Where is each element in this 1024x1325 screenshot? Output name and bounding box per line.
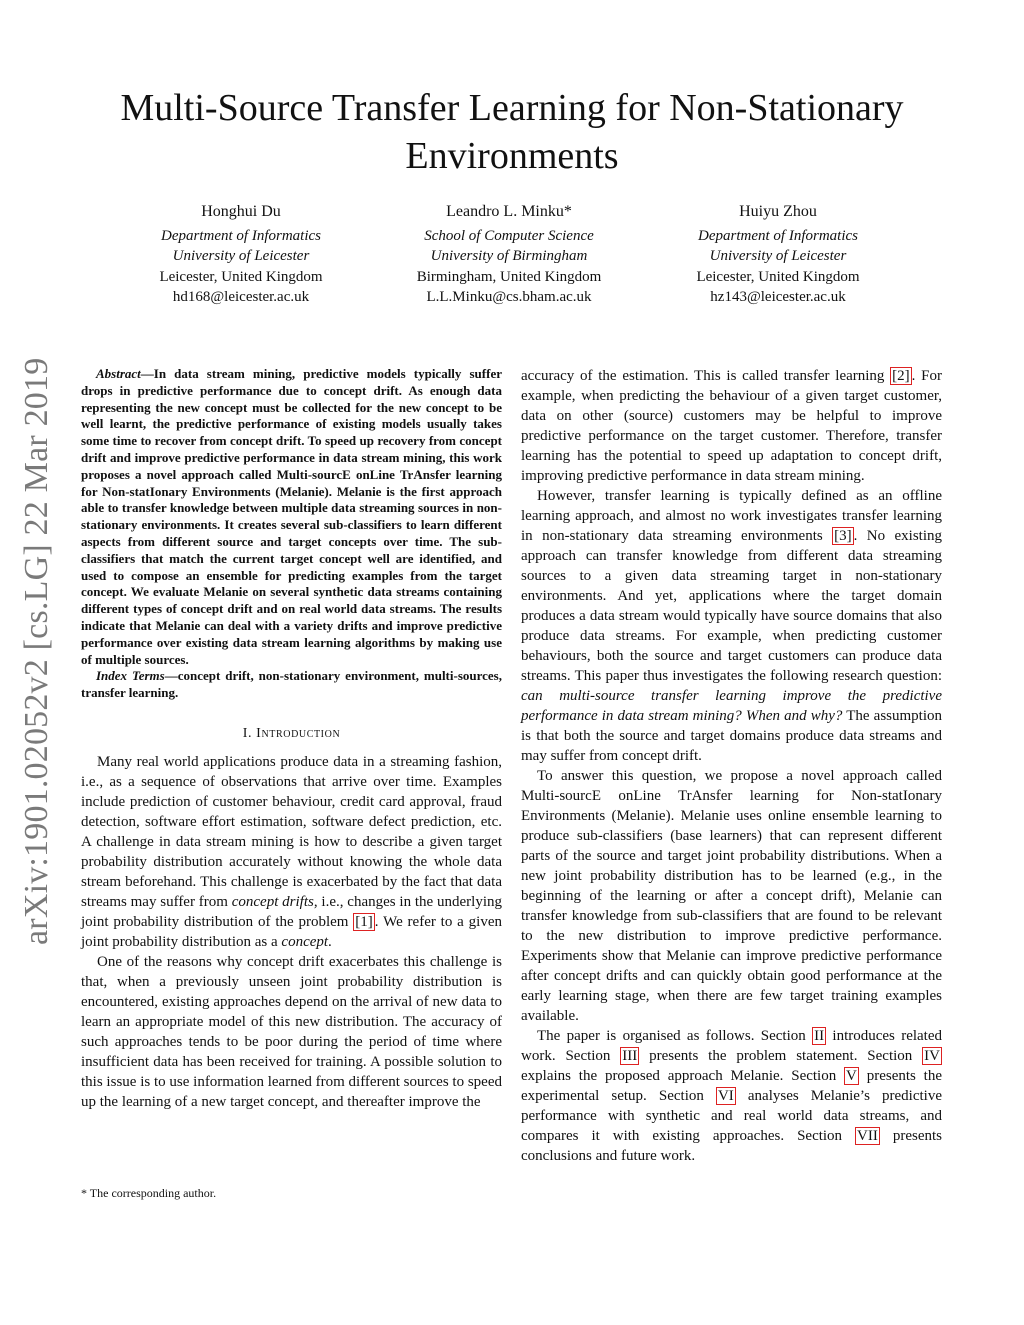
section-heading: I. Introduction (242, 725, 341, 741)
right-paragraph-3: To answer this question, we propose a novel approach called Multi-sourcE onLine TrAnsfer learning for Non-statIonary Environments (Melanie). Melanie uses online ensemble learning to produce sub-classifiers (base learners) that can represent different parts of the source and target joint probability distributions. When a new joint probability distribution has to be learned (e.g., in the beginning of the learning or after a concept drift), Melanie can transfer knowledge from sub-classifiers that are found to be relevant to the new distribution to improve predictive performance. Experiments show that Melanie can improve predictive performance after concept drifts and can quickly obtain good performance at the early learning stage, when there are few target training examples available. (521, 768, 942, 1024)
author-uni: University of Leicester (172, 248, 310, 264)
section-link-iv[interactable]: IV (924, 1048, 940, 1064)
left-column (81, 366, 502, 1112)
section-link-vii[interactable]: VII (857, 1128, 878, 1144)
abstract (81, 366, 502, 702)
author-name: Honghui Du (201, 203, 281, 220)
author-dept: School of Computer Science (424, 227, 594, 244)
right-paragraph-2: However, transfer learning is typically defined as an offline learning approach, and almost no work investigates transfer learning in non-stationary data streaming environments [3] . No existing approach can transfer knowledge from different data streaming sources to a given data streaming target in non-stationary environments. And yet, applications where the target domain produces a data stream would typically have source domains that also produce data streams. For example, when predicting customer behaviours, both the source and target customers can produce data streams. This paper thus investigates the following research question: can multi-source transfer learning improve the predictive performance in data stream mining? When and why? The assumption is that both the source and target domains produce data streams and may suffer from concept drift. (521, 488, 942, 764)
author-dept: Department of Informatics (698, 227, 858, 244)
intro-paragraph-2: One of the reasons why concept drift exacerbates this challenge is that, when a previously unseen joint probability distribution is encountered, existing approaches depend on the arrival of new data to learn an appropriate model of this new distribution. The accuracy of such approaches tends to be poor during the period of time where insufficient data has been received for training. A possible solution to this issue is to use information learned from different sources to speed up the learning of a new target concept, and thereafter improve the (81, 953, 502, 1110)
section-link-ii[interactable]: II (814, 1028, 825, 1044)
paper-title (60, 84, 964, 180)
citation-link-1[interactable]: [1] (355, 913, 373, 930)
index-terms-text: —concept drift, non-stationary environment, multi-sources, transfer learning. (81, 668, 502, 701)
right-column (521, 366, 942, 1166)
author-location: Leicester, United Kingdom (696, 268, 860, 285)
author-email: hd168@leicester.ac.uk (172, 289, 310, 305)
right-paragraph-1: accuracy of the estimation. This is called transfer learning [2] . For example, when predicting the behaviour of a given target customer, data on other (source) customers may be helpful to improve predictive performance on the target customer. Therefore, transfer learning has the potential to speed up adaptation to concept drift, improving predictive performance in data stream mining. (521, 368, 942, 484)
intro-paragraph-1: Many real world applications produce data in a streaming fashion, i.e., as a sequence of observations that arrive over time. Examples include prediction of customer behaviour, credit card approval, fraud detection, software effort estimation, software defect prediction, etc. A challenge in data stream mining is how to describe a given target probability distribution accurately without knowing the whole data stream beforehand. This challenge is exacerbated by the fact that data streams may suffer from concept drifts, i.e., changes in the underlying joint probability distribution of the problem [1] . We refer to a given joint probability distribution as a concept. (81, 753, 502, 950)
author-email: L.L.Minku@cs.bham.ac.uk (426, 289, 592, 305)
title-line-2: Environments (405, 135, 619, 177)
author-uni: University of Leicester (709, 248, 847, 264)
author-block-1 (111, 202, 371, 308)
arxiv-stamp: arXiv:1901.02052v2 [cs.LG] 22 Mar 2019 (18, 357, 55, 945)
author-location: Birmingham, United Kingdom (416, 268, 602, 285)
index-terms-label: Index Terms (96, 668, 165, 684)
author-block-2 (379, 202, 639, 308)
author-name: Huiyu Zhou (739, 203, 817, 220)
author-dept: Department of Informatics (161, 227, 321, 244)
title-line-1: Multi-Source Transfer Learning for Non-Stationary (120, 87, 904, 129)
right-paragraph-4: The paper is organised as follows. Section II introduces related work. Section III presents the problem statement. Section IV explains the proposed approach Melanie. Section V presents the experimental setup. Section VI analyses Melanie’s predictive performance with synthetic and real world data streams, and compares it with existing approaches. Section VII presents conclusions and future work. (521, 1028, 943, 1164)
citation-link-2[interactable]: [2] (892, 368, 910, 384)
section-link-v[interactable]: V (846, 1068, 857, 1084)
footnote: * The corresponding author. (81, 1186, 217, 1200)
author-email: hz143@leicester.ac.uk (710, 289, 846, 305)
author-name: Leandro L. Minku* (446, 203, 572, 220)
section-link-vi[interactable]: VI (717, 1088, 734, 1104)
section-link-iii[interactable]: III (622, 1048, 638, 1064)
abstract-text: —In data stream mining, predictive models typically suffer drops in predictive performance due to concept drift. As enough data representing the new concept must be collected for the new concept to be well learnt, the predictive performance of existing models usually takes some time to recover from concept drift. To speed up recovery from concept drift and improve predictive performance in data stream mining, this work proposes a novel approach called Multi-sourcE onLine TrAnsfer learning for Non-statIonary Environments (Melanie). Melanie is the first approach able to transfer knowledge between multiple data streaming sources in non-stationary environments. It creates several sub-classifiers to learn different aspects from different source and target concepts over time. The sub-classifiers that match the current target concept well are identified, and used to compose an ensemble for predicting examples from the target concept. We evaluate Melanie on several synthetic data streams containing different types of concept drift and on real world data streams. The results indicate that Melanie can deal with a variety drifts and improve predictive performance over existing data stream learning algorithms by making use of multiple sources. (81, 366, 502, 667)
author-uni: University of Birmingham (430, 248, 588, 264)
author-block-3 (648, 202, 908, 308)
abstract-label: Abstract (96, 366, 141, 381)
citation-link-3[interactable]: [3] (834, 528, 852, 544)
author-location: Leicester, United Kingdom (159, 268, 323, 285)
